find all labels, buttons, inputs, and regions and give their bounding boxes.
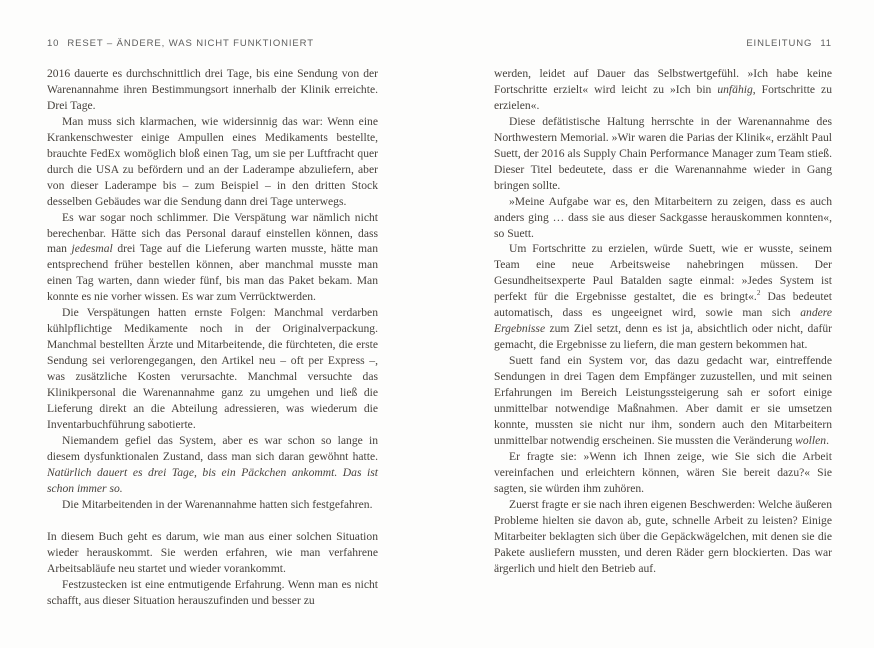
text-run: Suett fand ein System vor, das dazu gedacht war, eintreffende Sendungen in drei Tagen dem Empfänger zuzustellen, und mit seinen Erfahrungen im Bereich Leistungssteigerung sah er sofort einige unmittelbar notwendige Maßnahmen. Aber damit er sie umsetzen konnte, mussten sie nicht nur ihm, sondern auch den Mitarbeitern unmittelbar notwendig erscheinen. Sie mussten die Veränderung [494,354,832,447]
left-page-number: 10 [47,38,60,49]
right-running-head [746,38,832,49]
paragraph [47,305,378,433]
paragraph [494,66,832,114]
emphasis-run: unfähig [717,82,753,96]
left-running-head [47,38,314,49]
text-run: . [826,433,829,447]
text-run: Um Fortschritte zu erzielen, würde Suett, wie er wusste, seinem Team eine neue Arbeitsweise nahebringen müssen. Der Gesundheitsexperte Paul Batalden sagte einmal: »Jedes System ist perfekt für die Ergebnisse gestaltet, die es bringt«. [494,242,832,304]
text-run: Das bedeutet automatisch, dass es ungeeignet wird, sowie man sich [494,290,832,320]
text-run: Er fragte sie: »Wenn ich Ihnen zeige, wie Sie sich die Arbeit vereinfachen und erleichtern können, wären Sie bereit dazu?« Sie sagten, sie würden ihm zuhören. [494,449,832,495]
text-run: zum Ziel setzt, denn es ist ja, absichtlich oder nicht, dafür gemacht, die Ergebnisse zu liefern, die man gestern bekommen hat. [494,322,832,352]
paragraph [47,114,378,210]
paragraph [494,353,832,449]
emphasis-run: Natürlich dauert es drei Tage, bis ein Päckchen ankommt. Das ist schon immer so. [47,465,378,495]
text-run: Diese defätistische Haltung herrschte in der Warenannahme des Northwestern Memorial. »Wir waren die Parias der Klinik«, erzählt Paul Suett, der 2016 als Supply Chain Performance Manager zum Team stieß. Dieser Titel bedeutete, dass er die Warenannahme wieder in Gang bringen sollte. [494,114,832,192]
text-run: Die Verspätungen hatten ernste Folgen: Manchmal verdarben kühlpflichtige Medikamente noch in der Originalverpackung. Manchmal bestellten Ärzte und Mitarbeitende, die fürchteten, die erste Sendung sei verlorengegangen, den Artikel neu – oft per Express –, was zusätzliche Kosten verursachte. Manchmal versuchte das Klinikpersonal die Warenannahme ganz zu umgehen und ließ die Lieferung direkt an die Abteilung adressieren, was wiederum die Inventarbuchführung sabotierte. [47,306,378,431]
text-run: werden, leidet auf Dauer das Selbstwertgefühl. »Ich habe keine Fortschritte erzielt« wird leicht zu »Ich bin [494,67,832,96]
emphasis-run: jedesmal [71,242,113,256]
left-page-text [47,66,378,608]
text-run: 2016 dauerte es durchschnittlich drei Tage, bis eine Sendung von der Warenannahme ihren Bestimmungsort innerhalb der Klinik erreichte. Drei Tage. [47,67,378,112]
paragraph [47,529,378,577]
footnote-ref: 2 [756,289,761,298]
text-run: , Fortschritte zu erzielen«. [494,82,832,112]
paragraph [494,497,832,577]
text-run: Die Mitarbeitenden in der Warenannahme hatten sich festgefahren. [62,497,373,511]
text-run: Zuerst fragte er sie nach ihren eigenen Beschwerden: Welche äußeren Probleme hielten sie davon ab, gute, schnelle Arbeit zu leisten? Einige Mitarbeiter beklagten sich über die Gepäckwägelchen, mit denen sie die Pakete ausliefern mussten, und deren Räder gern blockierten. Das war ärgerlich und hielt den Betrieb auf. [494,497,832,575]
text-run: Es war sogar noch schlimmer. Die Verspätung war nämlich nicht berechenbar. Hätte sich das Personal darauf einstellen können, dass man [47,210,378,256]
paragraph [47,577,378,609]
paragraph [494,194,832,242]
paragraph [47,497,378,513]
left-running-head-title: RESET – ÄNDERE, WAS NICHT FUNKTIONIERT [67,38,314,49]
text-run: Man muss sich klarmachen, wie widersinnig das war: Wenn eine Krankenschwester einige Ampullen eines Medikaments bestellte, brauchte FedEx womöglich bloß einen Tag, um sie per Luftfracht quer durch die USA zu befördern und an der Laderampe abzuliefern, aber von dieser Laderampe bis – zum Beispiel – in den dritten Stock desselben Gebäudes war die Sendung dann drei Tage unterwegs. [47,114,378,208]
emphasis-run: andere Ergebnisse [494,306,832,336]
paragraph [47,210,378,306]
paragraph [494,241,832,353]
right-page-number: 11 [820,38,832,49]
paragraph [47,66,378,114]
emphasis-run: wollen [795,433,827,447]
right-page-text [494,66,832,577]
paragraph [47,433,378,497]
text-run: In diesem Buch geht es darum, wie man aus einer solchen Situation wieder herauskommt. Sie werden erfahren, wie man verfahrene Arbeitsabläufe neu startet und wieder vorankommt. [47,529,378,575]
text-run: drei Tage auf die Lieferung warten musste, hätte man entsprechend früher bestellen können, aber manchmal musste man einen Tag warten, dann wieder fünf, bis man das Paket bekam. Man konnte es nie vorher wissen. Es war zum Verrücktwerden. [47,242,378,304]
text-run: »Meine Aufgabe war es, den Mitarbeitern zu zeigen, dass es auch anders ging … dass sie aus dieser Sackgasse herauskommen konnten«, so Suett. [494,194,832,240]
right-running-head-title: EINLEITUNG [746,38,813,49]
paragraph [494,449,832,497]
text-run: Festzustecken ist eine entmutigende Erfahrung. Wenn man es nicht schafft, aus dieser Situation herauszufinden und besser zu [47,577,378,607]
text-run: Niemandem gefiel das System, aber es war schon so lange in diesem dysfunktionalen Zustand, dass man sich daran gewöhnt hatte. [47,433,378,463]
paragraph [494,114,832,194]
